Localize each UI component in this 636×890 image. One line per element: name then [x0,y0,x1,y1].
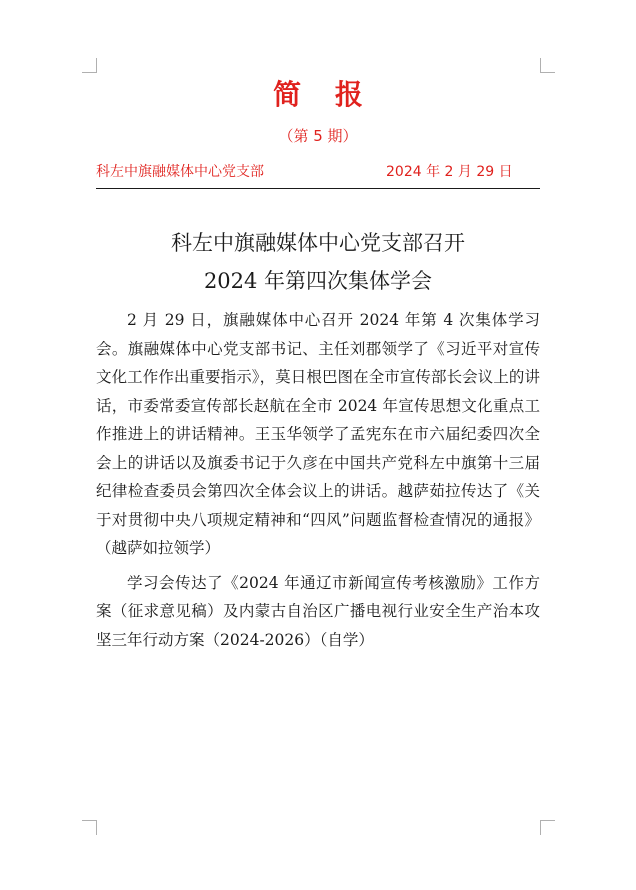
crop-mark-top-right [540,58,555,73]
masthead-divider [96,188,540,189]
headline-line-2: 2024 年第四次集体学会 [203,269,433,293]
body-paragraph: 2 月 29 日，旗融媒体中心召开 2024 年第 4 次集体学习会。旗融媒体中心党支部书记、主任刘郡领学了《习近平对宣传文化工作作出重要指示》，莫日根巴图在全市宣传部长会议上的讲话，市委常委宣传部长赵航在全市 2024 年宣传思想文化重点工作推进上的讲话精神。王玉华领学了孟宪东在市六届纪委四次全会上的讲话以及旗委书记于久彦在中国共产党科左中旗第十三届纪律检查委员会第四次全体会议上的讲话。越萨茹拉传达了《关于对贯彻中央八项规定精神和“四风”问题监督检查情况的通报》（越萨如拉领学） [96,311,540,557]
issue-number: （第 5 期） [278,127,358,145]
article-body [96,306,540,660]
crop-mark-bottom-right [540,820,555,835]
masthead-meta [96,162,540,182]
headline-line-1: 科左中旗融媒体中心党支部召开 [171,231,465,255]
article-headline [96,224,540,300]
body-paragraph: 学习会传达了《2024 年通辽市新闻宣传考核激励》工作方案（征求意见稿）及内蒙古自治区广播电视行业安全生产治本攻坚三年行动方案（2024-2026）（自学） [96,573,540,649]
crop-mark-bottom-left [82,820,97,835]
issue-date: 2024 年 2 月 29 日 [386,164,513,180]
bulletin-title: 简 报 [273,78,375,111]
crop-mark-top-left [82,58,97,73]
issuing-organization: 科左中旗融媒体中心党支部 [96,164,264,180]
